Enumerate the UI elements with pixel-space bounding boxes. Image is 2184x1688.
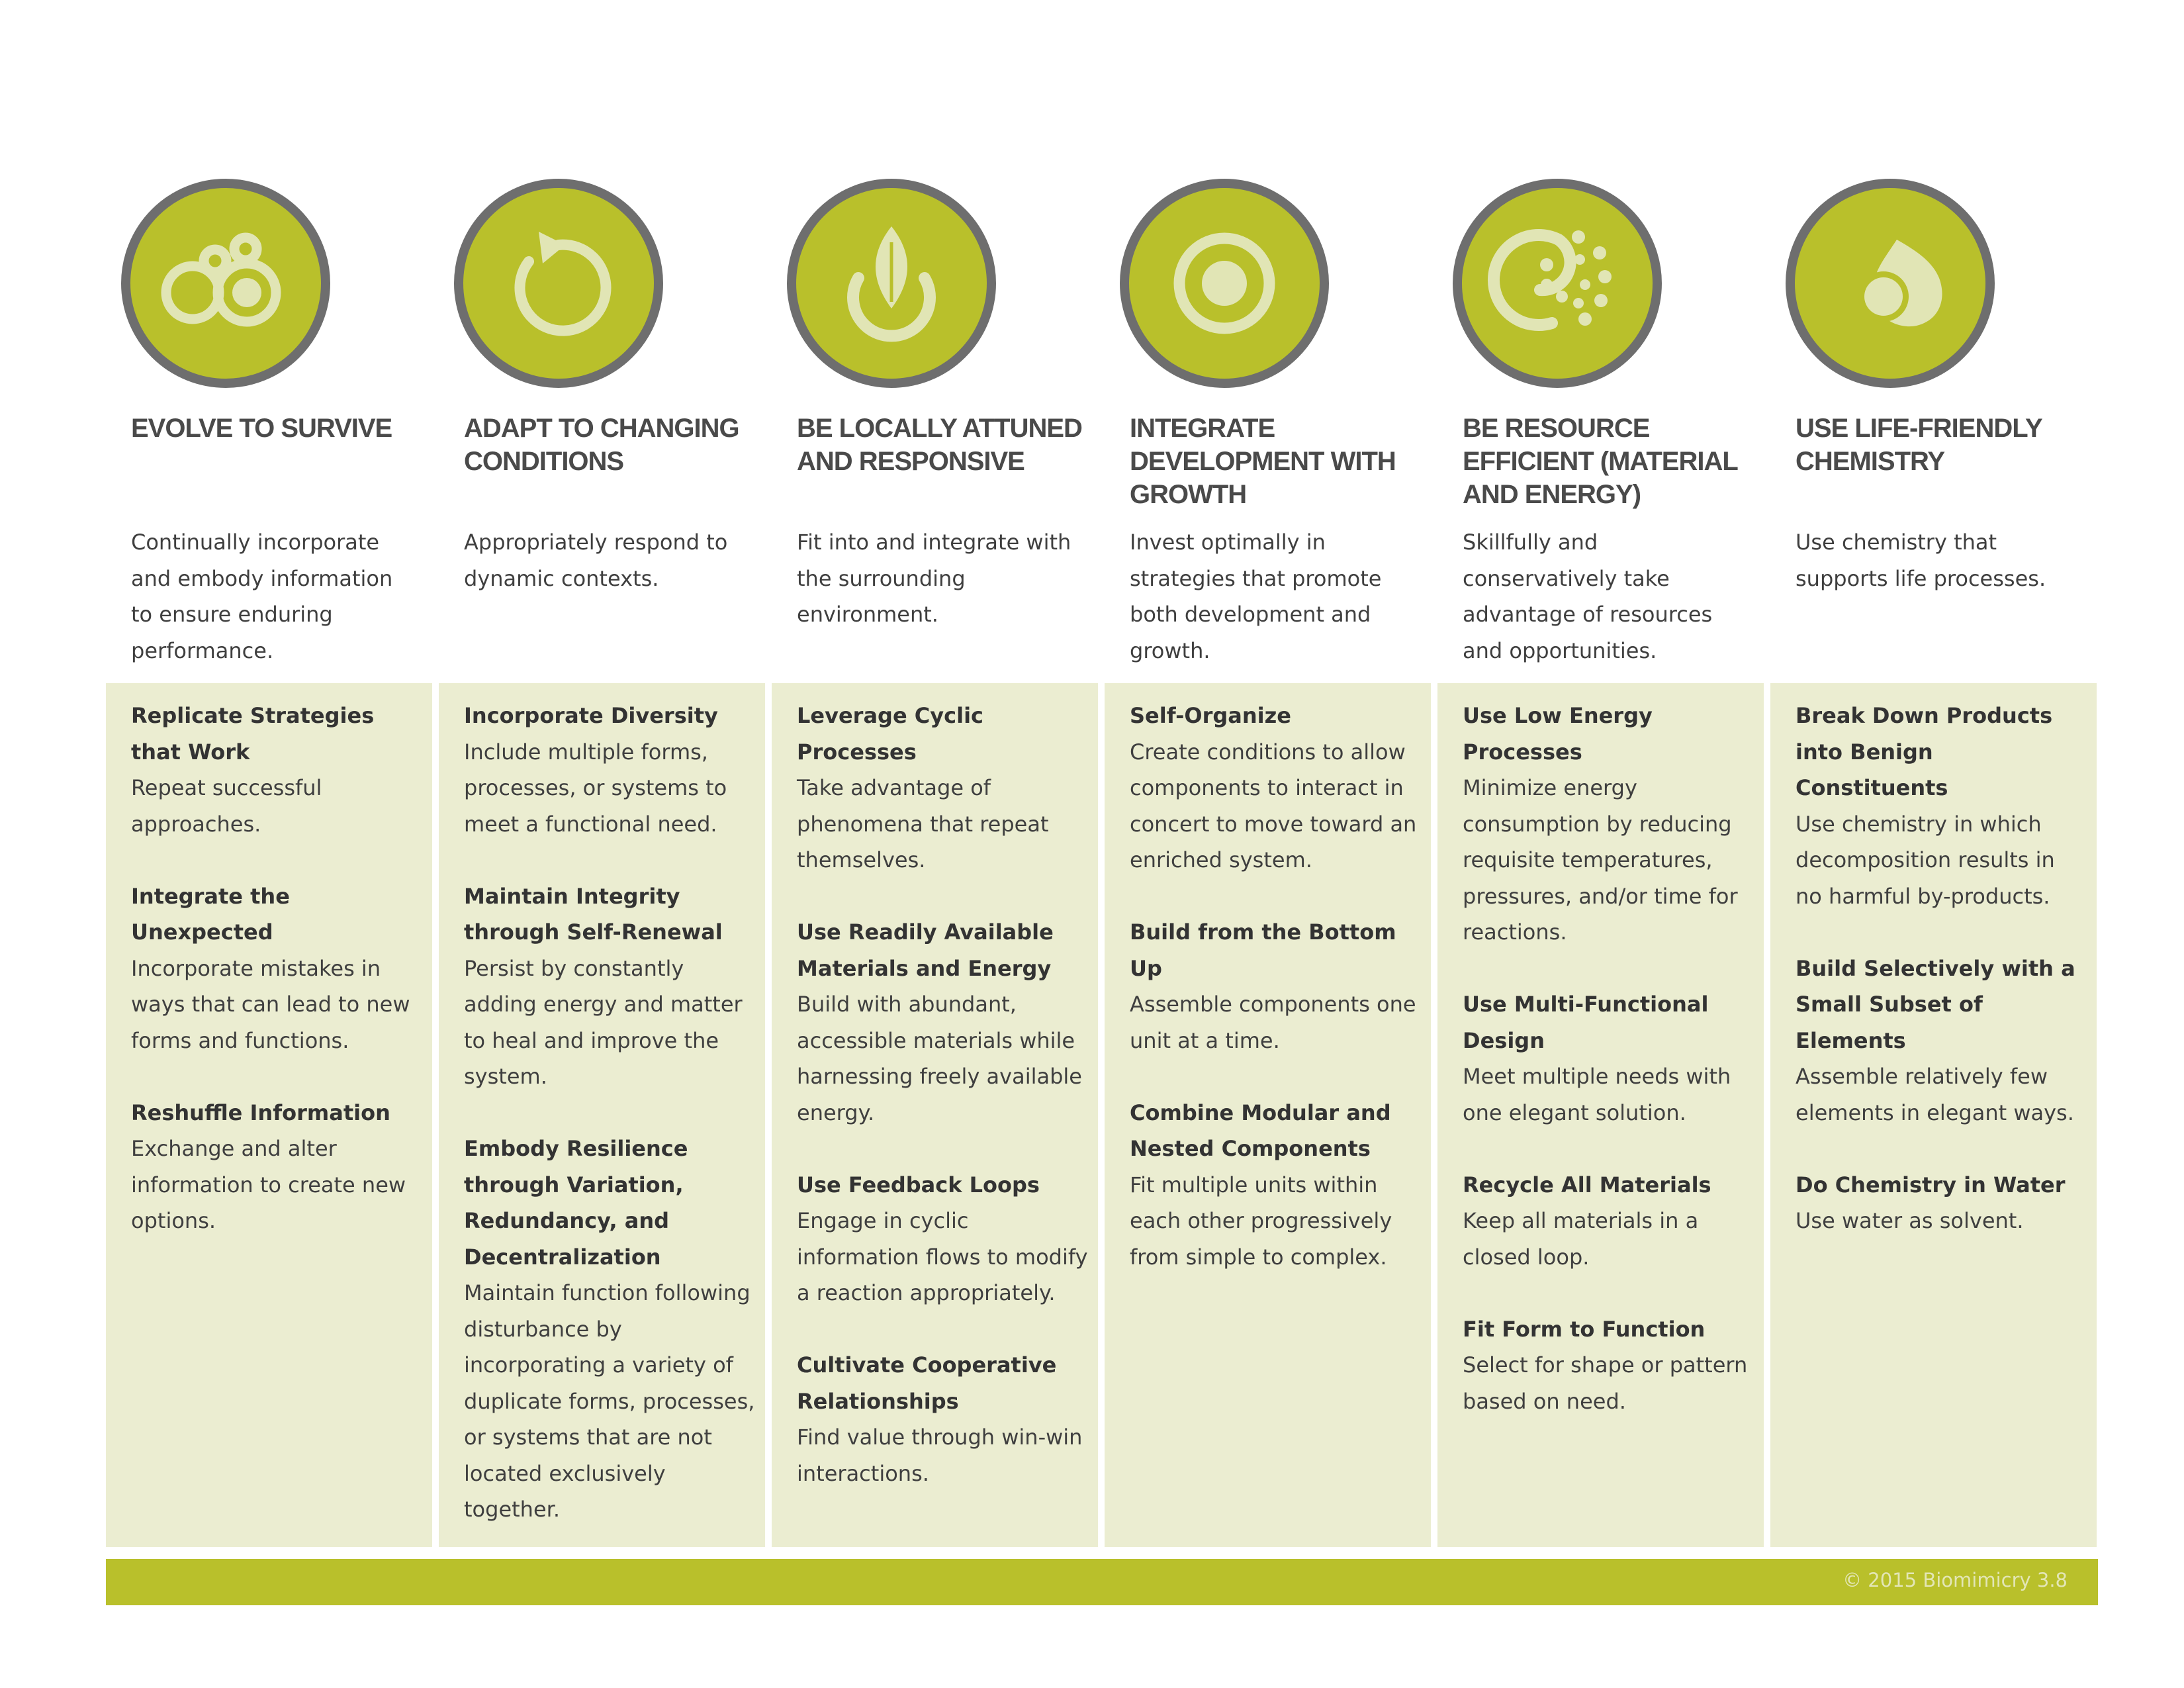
copyright-text: © 2015 Biomimicry 3.8: [1843, 1569, 2068, 1591]
principle-title: USE LIFE-FRIENDLY CHEMISTRY: [1796, 414, 2042, 476]
sub-principle: [1796, 1167, 2087, 1239]
water-drop-icon: [1786, 179, 1995, 388]
bubbles-icon: [121, 179, 330, 388]
sub-principle-title: Use Readily Available Materials and Energy: [797, 919, 1054, 981]
sub-principle-text: Find value through win-win interactions.: [797, 1425, 1083, 1486]
sub-principle-text: Maintain function following disturbance by incorporating a variety of duplicate forms, processes, or systems that are not located exclusively together.: [464, 1280, 755, 1522]
sub-principle: [464, 878, 756, 1095]
sub-principle-text: Engage in cyclic information flows to modify a reaction appropriately.: [797, 1208, 1088, 1305]
sub-principle-title: Cultivate Cooperative Relationships: [797, 1352, 1057, 1414]
sub-principle-text: Incorporate mistakes in ways that can lead to new forms and functions.: [131, 955, 410, 1053]
sub-principle-title: Integrate the Unexpected: [131, 883, 290, 945]
principle-description: Fit into and integrate with the surrounding environment.: [797, 530, 1071, 627]
principle-column-locally-attuned: [772, 179, 1098, 1547]
principle-description: Continually incorporate and embody information to ensure enduring performance.: [131, 530, 393, 663]
sub-principle-title: Leverage Cyclic Processes: [797, 703, 983, 765]
sub-principle-title: Use Low Energy Processes: [1463, 703, 1653, 765]
principles-grid: [106, 179, 2098, 1547]
sub-principle-text: Persist by constantly adding energy and matter to heal and improve the system.: [464, 955, 743, 1089]
sub-principle: [1796, 698, 2087, 914]
sub-principle: [131, 698, 423, 842]
sub-principle-title: Build Selectively with a Small Subset of Elements: [1796, 955, 2075, 1053]
sub-principle-title: Fit Form to Function: [1463, 1316, 1706, 1342]
sub-principle-text: Include multiple forms, processes, or systems to meet a functional need.: [464, 739, 727, 837]
principle-column-integrate: [1105, 179, 1431, 1547]
principle-description: Skillfully and conservatively take advantage of resources and opportunities.: [1463, 530, 1713, 663]
sub-principle-text: Create conditions to allow components to interact in concert to move toward an enriched system.: [1130, 739, 1417, 872]
sub-principle-text: Keep all materials in a closed loop.: [1463, 1208, 1699, 1270]
sub-principle-title: Embody Resilience through Variation, Redundancy, and Decentralization: [464, 1136, 688, 1270]
principle-title: BE RESOURCE EFFICIENT (MATERIAL AND ENERGY): [1463, 414, 1738, 509]
sub-principle: [1130, 914, 1422, 1058]
sub-principle-title: Maintain Integrity through Self-Renewal: [464, 883, 723, 945]
sub-principle: [464, 698, 756, 842]
principle-description: Use chemistry that supports life processes.: [1796, 530, 2046, 591]
sub-principle-title: Do Chemistry in Water: [1796, 1172, 2066, 1197]
sub-principle-text: Minimize energy consumption by reducing requisite temperatures, pressures, and/or time for reactions.: [1463, 775, 1738, 945]
sub-principle-title: Replicate Strategies that Work: [131, 703, 375, 765]
principle-column-resource-efficient: [1437, 179, 1764, 1547]
sub-principle-title: Recycle All Materials: [1463, 1172, 1711, 1197]
sub-principles-panel: [1437, 683, 1764, 1547]
sub-principle-title: Incorporate Diversity: [464, 703, 718, 728]
sub-principles-panel: [1105, 683, 1431, 1547]
sub-principle: [1130, 698, 1422, 878]
sub-principle-text: Take advantage of phenomena that repeat themselves.: [797, 775, 1049, 872]
sub-principle-text: Use water as solvent.: [1796, 1208, 2024, 1233]
principle-description: Invest optimally in strategies that promote both development and growth.: [1130, 530, 1382, 663]
sub-principles-panel: [106, 683, 432, 1547]
sub-principle: [797, 914, 1089, 1131]
footer-bar: [106, 1559, 2098, 1605]
sub-principle-title: Break Down Products into Benign Constituents: [1796, 703, 2053, 800]
principle-title: INTEGRATE DEVELOPMENT WITH GROWTH: [1130, 414, 1396, 509]
sub-principle-title: Build from the Bottom Up: [1130, 919, 1396, 981]
sub-principle: [1463, 1311, 1754, 1420]
sub-principle-text: Build with abundant, accessible materials while harnessing freely available energy.: [797, 992, 1082, 1125]
sub-principle-title: Self-Organize: [1130, 703, 1291, 728]
sub-principle-text: Select for shape or pattern based on need.: [1463, 1352, 1748, 1414]
principle-title: EVOLVE TO SURVIVE: [131, 414, 392, 443]
sub-principle: [1796, 951, 2087, 1131]
sub-principle-title: Use Feedback Loops: [797, 1172, 1040, 1197]
principle-title: ADAPT TO CHANGING CONDITIONS: [464, 414, 739, 476]
cycle-arrow-icon: [454, 179, 663, 388]
sub-principle-title: Combine Modular and Nested Components: [1130, 1100, 1391, 1161]
sub-principle-text: Exchange and alter information to create new options.: [131, 1136, 406, 1233]
sub-principle: [131, 878, 423, 1059]
sub-principle: [797, 1347, 1089, 1491]
sub-principle: [1130, 1095, 1422, 1276]
sub-principle: [131, 1095, 423, 1239]
sub-principle-title: Use Multi-Functional Design: [1463, 992, 1709, 1053]
sub-principles-panel: [772, 683, 1098, 1547]
sub-principle-text: Assemble relatively few elements in elegant ways.: [1796, 1064, 2074, 1125]
principle-description: Appropriately respond to dynamic contexts.: [464, 530, 728, 591]
nested-circle-icon: [1120, 179, 1329, 388]
sub-principle-text: Meet multiple needs with one elegant solution.: [1463, 1064, 1731, 1125]
sub-principle: [464, 1131, 756, 1528]
leaf-icon: [787, 179, 996, 388]
principle-column-adapt: [439, 179, 765, 1547]
sub-principle-text: Repeat successful approaches.: [131, 775, 322, 837]
sub-principle: [1463, 1167, 1754, 1276]
sub-principle-text: Fit multiple units within each other progressively from simple to complex.: [1130, 1172, 1392, 1270]
sub-principle: [797, 1167, 1089, 1311]
sub-principle: [1463, 698, 1754, 951]
spiral-dots-icon: [1453, 179, 1662, 388]
principle-column-life-friendly: [1770, 179, 2097, 1547]
sub-principles-panel: [1770, 683, 2097, 1547]
sub-principles-panel: [439, 683, 765, 1547]
principle-title: BE LOCALLY ATTUNED AND RESPONSIVE: [797, 414, 1082, 476]
sub-principle: [797, 698, 1089, 878]
sub-principle: [1463, 986, 1754, 1131]
principle-column-evolve: [106, 179, 432, 1547]
sub-principle-text: Use chemistry in which decomposition results in no harmful by-products.: [1796, 811, 2055, 909]
sub-principle-text: Assemble components one unit at a time.: [1130, 992, 1416, 1053]
sub-principle-title: Reshuffle Information: [131, 1100, 390, 1125]
